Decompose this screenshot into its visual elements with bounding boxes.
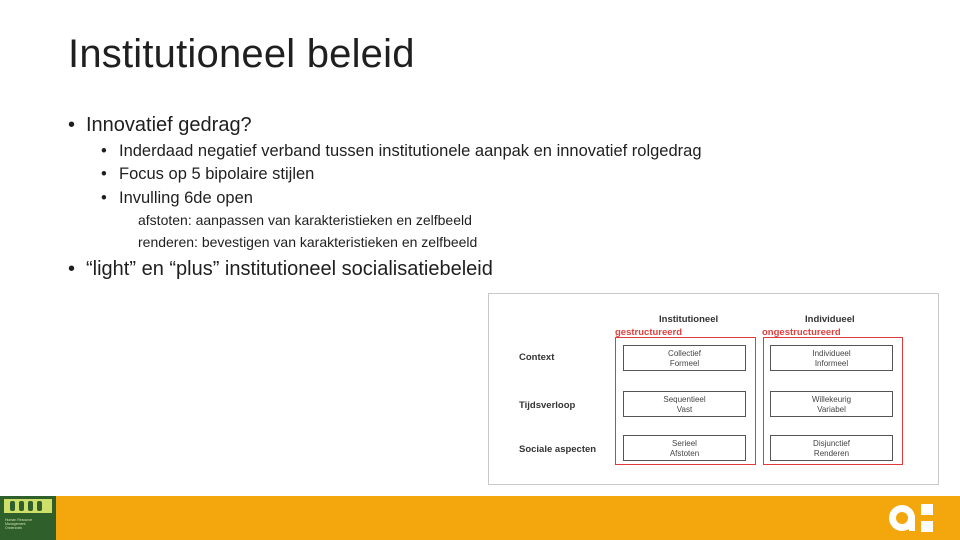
artesis-logo-icon — [886, 500, 942, 536]
col-header-institutioneel: Institutioneel — [659, 314, 719, 325]
bullet-1-2-text: Focus op 5 bipolaire stijlen — [119, 165, 315, 183]
bullet-2-text: “light” en “plus” institutioneel socialisatiebeleid — [86, 258, 493, 280]
cell-text: Disjunctief — [813, 439, 850, 448]
col-sub-gestructureerd: gestructureerd — [615, 327, 683, 338]
bullet-1-3-text: Invulling 6de open — [119, 189, 253, 207]
sub-bullet-afstoten: afstoten: aanpassen van karakteristieken en zelfbeeld — [138, 212, 472, 228]
logo-text-line: Human Resource — [5, 518, 33, 522]
cell-text: Renderen — [813, 448, 850, 458]
bullet-1-1: • Inderdaad negatief verband tussen institutionele aanpak en innovatief rolgedrag — [101, 142, 702, 160]
logo-text — [5, 518, 32, 530]
cell-context-institutioneel — [623, 345, 746, 371]
cell-sociaal-individueel — [770, 435, 893, 461]
logo-figure-icon — [10, 501, 15, 511]
bullet-1: • Innovatief gedrag? — [68, 114, 252, 136]
cell-text: Willekeurig — [811, 395, 852, 404]
cell-tijd-individueel — [770, 391, 893, 417]
footer-bar — [0, 496, 960, 540]
cell-text: Vast — [676, 404, 693, 414]
row-label-context: Context — [519, 352, 555, 363]
bullet-2: • “light” en “plus” institutioneel socialisatiebeleid — [68, 258, 493, 280]
cell-text: Informeel — [814, 358, 849, 368]
bullet-1-3: • Invulling 6de open — [101, 189, 253, 207]
cell-text: Individueel — [812, 349, 851, 358]
row-label-sociale-aspecten: Sociale aspecten — [519, 444, 597, 455]
bullet-1-1-text: Inderdaad negatief verband tussen institutionele aanpak en innovatief rolgedrag — [119, 142, 702, 160]
slide-title: Institutioneel beleid — [68, 32, 415, 76]
logo-text-line: Onderzoek — [5, 526, 23, 530]
cell-tijd-institutioneel — [623, 391, 746, 417]
cell-text: Collectief — [668, 349, 701, 358]
hrm-logo — [0, 496, 56, 540]
cell-text: Formeel — [669, 358, 700, 368]
row-label-tijdsverloop: Tijdsverloop — [519, 400, 576, 411]
cell-sociaal-institutioneel — [623, 435, 746, 461]
col-header-individueel: Individueel — [805, 314, 855, 325]
cell-text: Variabel — [817, 404, 846, 414]
logo-figure-icon — [37, 501, 42, 511]
logo-figure-icon — [28, 501, 33, 511]
col-sub-ongestructureerd: ongestructureerd — [762, 327, 841, 338]
cell-context-individueel — [770, 345, 893, 371]
bullet-1-2: • Focus op 5 bipolaire stijlen — [101, 165, 315, 183]
bullet-1-text: Innovatief gedrag? — [86, 114, 252, 136]
logo-figure-icon — [19, 501, 24, 511]
cell-text: Afstoten — [669, 448, 700, 458]
cell-text: Serieel — [672, 439, 697, 448]
cell-text: Sequentieel — [663, 395, 706, 404]
logo-text-line: Management — [5, 522, 26, 526]
sub-bullet-renderen: renderen: bevestigen van karakteristieken en zelfbeeld — [138, 234, 478, 250]
socialisation-table-figure — [488, 293, 939, 485]
